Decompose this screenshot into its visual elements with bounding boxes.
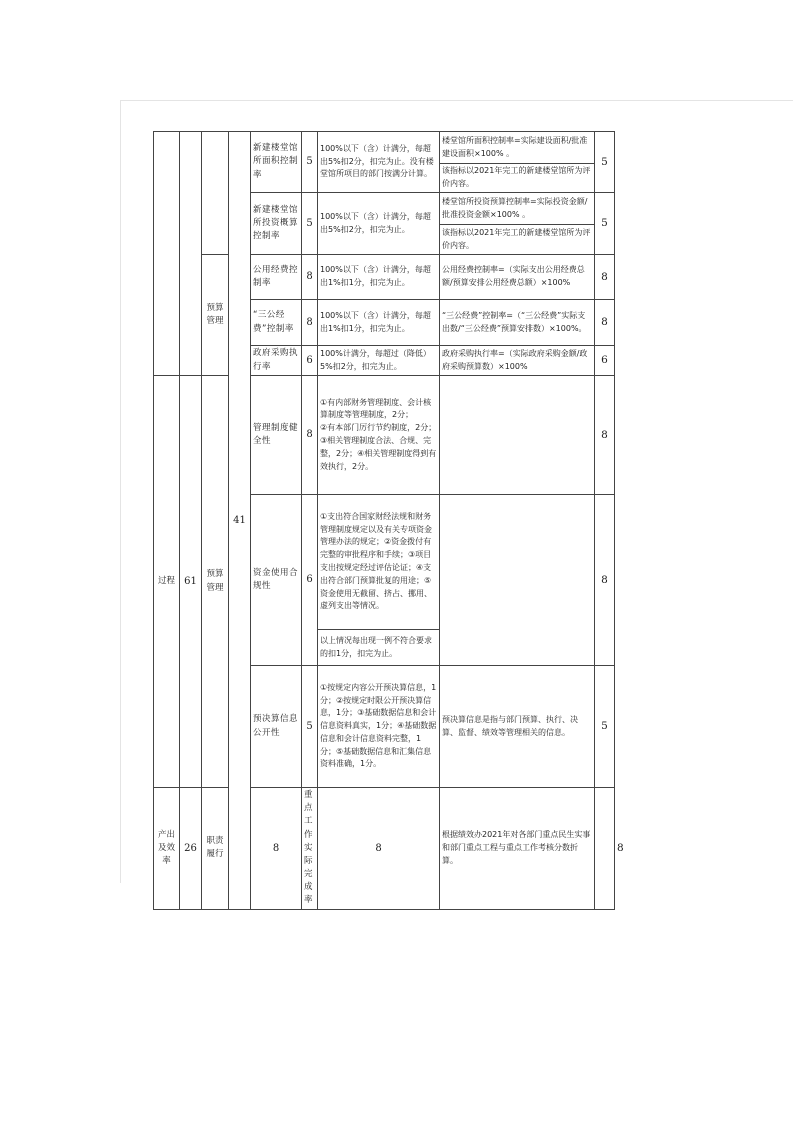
level1-output: 产出及效率 (154, 788, 180, 910)
budget-mgmt-sub: 预算管理 (202, 255, 229, 376)
method-key-work (595, 788, 615, 910)
weight-public-fund: 8 (302, 255, 318, 300)
score-three-public: 8 (595, 300, 615, 346)
weight1-process: 61 (180, 376, 202, 788)
score-new-invest: 5 (595, 193, 615, 255)
standard-three-public: 100%以下（含）计满分，每超出1%扣1分，扣完为止。 (318, 300, 440, 346)
standard-public-fund: 100%以下（含）计满分，每超出1%扣1分，扣完为止。 (318, 255, 440, 300)
method-public-fund: 公用经费控制率=（实际支出公用经费总额/预算安排公用经费总额）×100% (440, 255, 595, 300)
method-new-invest-1: 楼堂馆所投资预算控制率=实际投资金额/批准投资金额×100% 。 (440, 193, 595, 225)
method-system (440, 376, 595, 495)
standard-procure: 100%计满分，每超过（降低）5%扣2分，扣完为止。 (318, 346, 440, 376)
indicator-procure: 政府采购执行率 (251, 346, 302, 376)
table-row (154, 255, 615, 300)
weight-key-work: 8 (318, 788, 440, 910)
evaluation-table (153, 131, 624, 910)
standard-system-line-1: ①有内部财务管理制度、会计核算制度等管理制度，2分； (320, 397, 432, 420)
standard-new-area: 100%以下（含）计满分，每超出5%扣2分，扣完为止。没有楼堂馆所项目的部门按满分计算。 (318, 132, 440, 193)
weight-new-area: 5 (302, 132, 318, 193)
indicator-disclosure: 预决算信息公开性 (251, 666, 302, 788)
level2-duty: 职责履行 (202, 788, 229, 910)
score-public-fund: 8 (595, 255, 615, 300)
standard-key-work: 根据绩效办2021年对各部门重点民生实事和部门重点工程与重点工作考核分数折算。 (440, 788, 595, 910)
weight-new-invest: 5 (302, 193, 318, 255)
weight-fund-use: 6 (302, 495, 318, 666)
level1-cell-top (154, 132, 180, 376)
level2-weight: 41 (229, 132, 251, 910)
standard-system (318, 376, 440, 495)
method-new-area-2: 该指标以2021年完工的新建楼堂馆所为评价内容。 (440, 164, 595, 193)
indicator-new-invest: 新建楼堂馆所投资概算控制率 (251, 193, 302, 255)
weight-three-public: 8 (302, 300, 318, 346)
standard-disclosure: ①按规定内容公开预决算信息，1分；②按规定时限公开预决算信息，1分；③基础数据信息和会计信息资料真实，1分；④基础数据信息和会计信息资料完整，1分；⑤基础数据信息和汇集信息资料准确，1分。 (318, 666, 440, 788)
weight-system: 8 (302, 376, 318, 495)
indicator-system: 管理制度健全性 (251, 376, 302, 495)
weight-disclosure: 5 (302, 666, 318, 788)
level2-budget-mgmt: 预算管理 (202, 376, 229, 788)
score-system: 8 (595, 376, 615, 495)
method-new-invest-2: 该指标以2021年完工的新建楼堂馆所为评价内容。 (440, 225, 595, 255)
weight-procure: 6 (302, 346, 318, 376)
weight1-cell-top (180, 132, 202, 376)
indicator-key-work: 重点工作实际完成率 (302, 788, 318, 910)
standard-system-line-2: ②有本部门厉行节约制度，2分； (320, 423, 437, 433)
method-three-public: “三公经费”控制率=（“三公经费”实际支出数/“三公经费”预算安排数）×100%。 (440, 300, 595, 346)
table-row (154, 132, 615, 164)
level1-process: 过程 (154, 376, 180, 788)
table-row (154, 376, 615, 495)
indicator-fund-use: 资金使用合规性 (251, 495, 302, 666)
score-disclosure: 5 (595, 666, 615, 788)
standard-fund-use-2: 以上情况每出现一例不符合要求的扣1分，扣完为止。 (318, 630, 440, 666)
level2-cell-top (202, 132, 229, 255)
method-disclosure: 预决算信息是指与部门预算、执行、决算、监督、绩效等管理相关的信息。 (440, 666, 595, 788)
score-fund-use: 8 (595, 495, 615, 666)
standard-new-invest: 100%以下（含）计满分，每超出5%扣2分，扣完为止。 (318, 193, 440, 255)
weight1-output: 26 (180, 788, 202, 910)
method-procure: 政府采购执行率=（实际政府采购金额/政府采购预算数）×100% (440, 346, 595, 376)
score-procure: 6 (595, 346, 615, 376)
indicator-public-fund: 公用经费控制率 (251, 255, 302, 300)
indicator-three-public: “三公经费”控制率 (251, 300, 302, 346)
weight2-duty: 8 (251, 788, 302, 910)
score-new-area: 5 (595, 132, 615, 193)
method-new-area-1: 楼堂馆所面积控制率=实际建设面积/批准建设面积×100% 。 (440, 132, 595, 164)
standard-system-line-3: ③相关管理制度合法、合规、完整，2分；④相关管理制度得到有效执行，2分。 (320, 436, 437, 471)
indicator-new-area: 新建楼堂馆所面积控制率 (251, 132, 302, 193)
method-fund-use (440, 495, 595, 666)
table-row: 产出及效率 26 职责履行 8 重点工作实际完成率 8 根据绩效办2021年对各部门重点民生实事和部门重点工程与重点工作考核分数折算。 8 (154, 788, 615, 910)
standard-fund-use: ①支出符合国家财经法规和财务管理制度规定以及有关专项资金管理办法的规定；②资金拨付有完整的审批程序和手续；③项目支出按规定经过评估论证；④支出符合部门预算批复的用途；⑤资金使用无截留、挤占、挪用、虚列支出等情况。 (318, 495, 440, 630)
